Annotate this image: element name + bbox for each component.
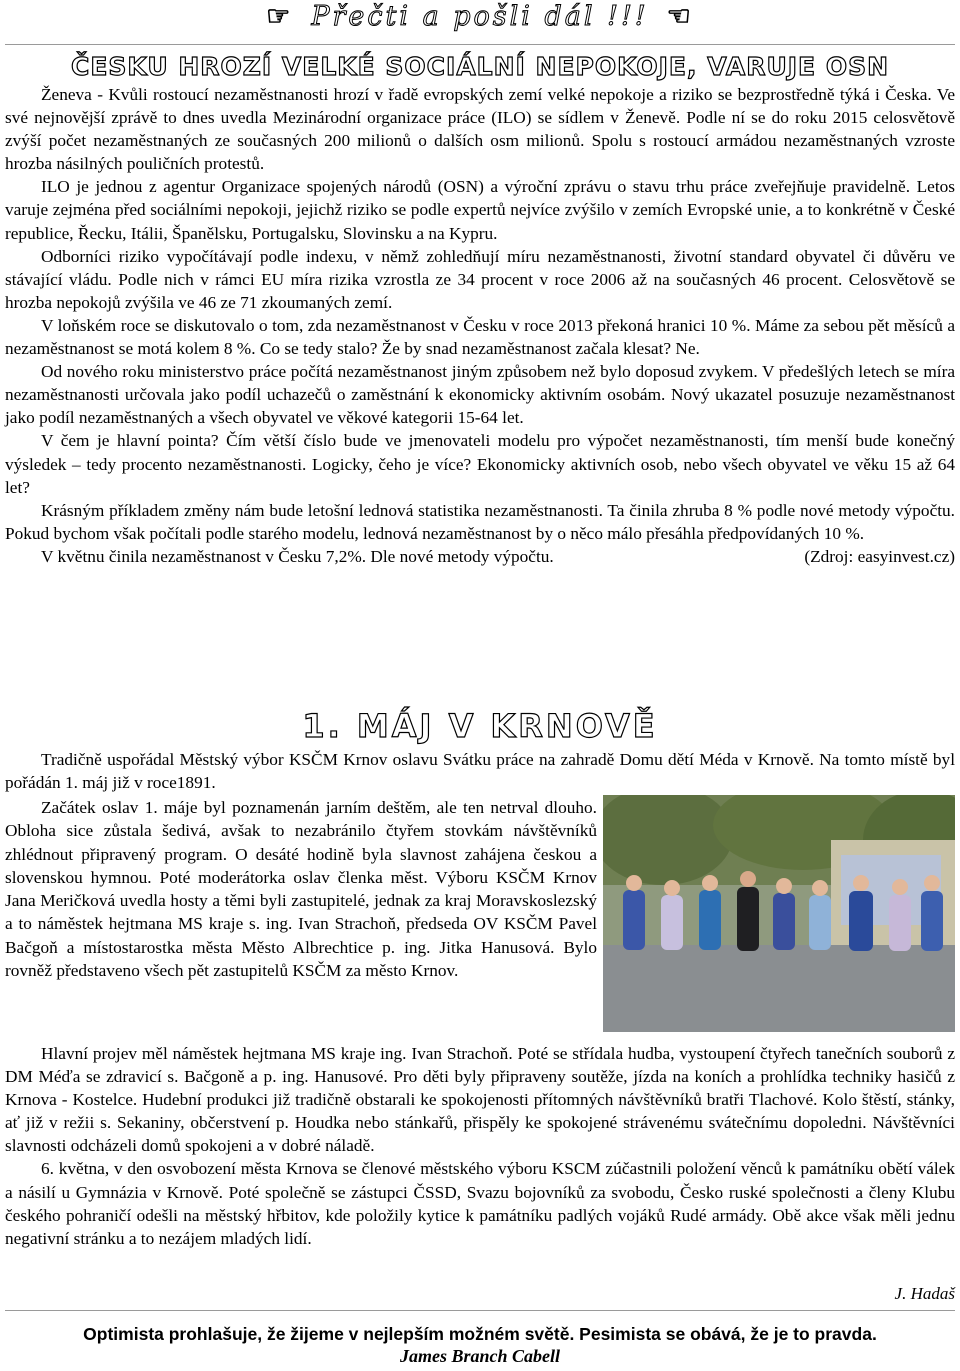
dancers-photo-illustration xyxy=(603,795,955,1032)
article1-body xyxy=(5,83,955,568)
article1-closing-text: V květnu činila nezaměstnanost v Česku 7,2%. Dle nové metody výpočtu. xyxy=(41,546,554,566)
article2-paragraph: Hlavní projev měl náměstek hejtmana MS kraje ing. Ivan Strachoň. Poté se střídala hudba, vystoupení čtyřech tanečních souborů z DM Méďa se zdravicí s. Bačgoně a p. ing. Hanusové. Pro děti byly připraveny soutěže, jízda na koních a prohlídka techniky hasičů z Krnova - Kostelce. Hudební produkci již tradičně obstarali ke spokojenosti přítomných návštěvníků bratři Tlachové. Kolo štěstí, stánky, ať již v režii s. Sekaniny, občerstvení p. Houdka nebo stánkařů, přispěly ke spokojené strávenému svátečnímu dopoledni. Návštěvníci slavnosti odcházeli domů spokojeni a v dobré náladě. xyxy=(5,1044,955,1156)
article1-paragraph: Ženeva - Kvůli rostoucí nezaměstnanosti hrozí v řadě evropských zemí velké nepokoje a riziko se bezprostředně týká i Česka. Ve své nejnovější zprávě to dnes uvedla Mezinárodní organizace práce (ILO) se sídlem v Ženevě. Podle ní se do roku 2015 celosvětově zvýší počet nezaměstnaných ze současných 200 milionů o dalších osm milionů. Spolu s rostoucí armádou nezaměstnaných vzroste hrozba násilných pouličních protestů. xyxy=(5,85,955,174)
article2-paragraph: 6. května, v den osvobození města Krnova se členové městského výboru KSCM zúčastnili položení věnců k památníku obětí válek a násilí u Gymnázia v Krnově. Poté společně se zástupci ČSSD, Svazu bojovníků za svobodu, Česko ruské společnosti a členy Klubu českého pohraničí odešli na městský hřbitov, kde položily kytice k památníku padlých vojáků Rudé armády. Obě akce však měli jednu negativní stránku a to nezájem mladých lidí. xyxy=(5,1159,955,1248)
dancer-figures xyxy=(623,871,943,951)
quote-author: James Branch Cabell xyxy=(399,1346,560,1366)
bottom-divider xyxy=(5,1310,955,1311)
article1-paragraph: Od nového roku ministerstvo práce počítá nezaměstnanost jiným způsobem než bylo doposud zvykem. V předešlých letech se míra nezaměstnanosti určovala jako podíl uchazečů o zaměstnání k ekonomicky aktivním osobám. Nový ukazatel posuzuje nezaměstnanost jako podíl nezaměstnaných a všech obyvatel ve věkové kategorii 15-64 let. xyxy=(5,362,955,428)
pointing-hand-left-icon: ☜ xyxy=(666,1,694,32)
may-day-photo xyxy=(603,795,955,1032)
article2-body xyxy=(5,1042,955,1250)
article2-title: 1. MÁJ V KRNOVĚ xyxy=(302,707,658,745)
article1-paragraph: Krásným příkladem změny nám bude letošní lednová statistika nezaměstnanosti. Ta činila zhruba 8 % podle nové metody výpočtu. Pokud bychom však počítali podle starého modelu, lednová nezaměstnanost by o něco málo přesáhla předpovídaných 10 %. xyxy=(5,500,955,543)
article1-title: ČESKU HROZÍ VELKÉ SOCIÁLNÍ NEPOKOJE, VARUJE OSN xyxy=(70,52,890,81)
article2-intro-block xyxy=(5,748,955,794)
top-banner xyxy=(0,0,960,34)
article2-float-paragraph: Začátek oslav 1. máje byl poznamenán jarním deštěm, ale ten netrval dlouho. Obloha sice zůstala šedivá, avšak to nezabránilo čtyřem stovkám návštěvníků zhlédnout připravený program. O desáté hodině byla slavnost zahájena českou a slovenskou hymnou. Poté moderátorka oslav členka měst. Výboru KSČM Krnov Jana Meričková uvedla hosty a těmi byli zastupitelé, jednak za kraj Moravskoslezský a to náměstek hejtmana MS kraje s. ing. Ivan Strachoň, předseda OV KSČM Pavel Bačgoň a místostarostka města Město Albrechtice p. ing. Jitka Hanusová. Bylo rovněž představeno všech pět zastupitelů KSČM za město Krnov. xyxy=(5,798,597,981)
article1-paragraph: ILO je jednou z agentur Organizace spojených národů (OSN) a výroční zprávu o stavu trhu práce zveřejňuje pravidelně. Letos varuje zejména před sociálními nepokoji, jejichž riziko se podle expertů nejvíce zvýšilo v zemích Evropské unie, a to konkrétně v České republice, Řecku, Itálii, Španělsku, Portugalsku, Slovinsku a na Kypru. xyxy=(5,177,955,243)
article1-paragraph: V čem je hlavní pointa? Čím větší číslo bude ve jmenovateli modelu pro výpočet nezaměstnanosti, tím menší bude konečný výsledek – tedy procento nezaměstnanosti. Logicky, čeho je více? Ekonomicky aktivních osob, nebo všech obyvatel ve věku 15 až 64 let? xyxy=(5,431,955,497)
pointing-hand-right-icon: ☞ xyxy=(266,1,294,32)
article1-paragraph: V loňském roce se diskutovalo o tom, zda nezaměstnanost v Česku v roce 2013 překoná hranici 10 %. Máme za sebou pět měsíců a nezaměstnanost se motá kolem 8 %. Co se tedy stalo? Že by snad nezaměstnanost začala klesat? Ne. xyxy=(5,315,955,359)
footer-quote: Optimista prohlašuje, že žijeme v nejlepším možném světě. Pesimista se obává, že je to pravda. xyxy=(83,1324,877,1344)
article2-float-block xyxy=(5,796,597,982)
article2-author: J. Hadaš xyxy=(894,1284,955,1303)
banner-text: Přečti a pošli dál !!! xyxy=(311,1,649,32)
top-divider xyxy=(5,44,955,45)
article1-paragraph: Odborníci riziko vypočítávají podle indexu, v němž zohledňují míru nezaměstnanosti, životní standard obyvatel či důvěru ve stávající vládu. Podle nich v rámci EU míra rizika vzrostla ze 34 procent v roce 2006 až na současných 46 procent. Celosvětově se hrozba nepokojů zvýšila ve 46 ze 71 zkoumaných zemí. xyxy=(5,246,955,312)
source-credit: (Zdroj: easyinvest.cz) xyxy=(804,546,955,566)
article2-intro: Tradičně uspořádal Městský výbor KSČM Krnov oslavu Svátku práce na zahradě Domu dětí Méda v Krnově. Na tomto místě byl pořádán 1. máj již v roce1891. xyxy=(5,750,955,793)
article1-last-line xyxy=(5,545,955,568)
footer-quote-block xyxy=(0,1323,960,1367)
